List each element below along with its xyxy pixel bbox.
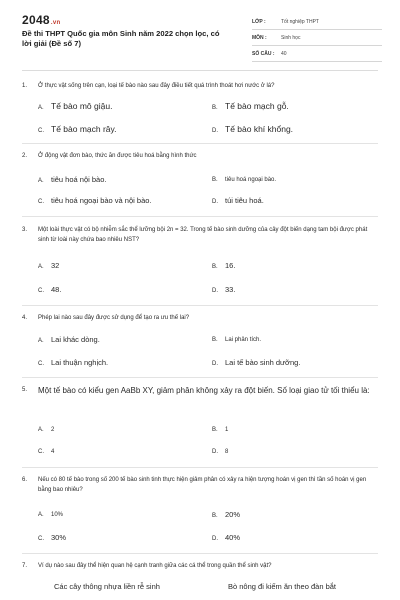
option-3b[interactable] bbox=[212, 261, 235, 272]
question-7 bbox=[22, 561, 378, 571]
meta-row-count bbox=[252, 46, 382, 62]
option-2a[interactable] bbox=[38, 175, 106, 186]
question-6 bbox=[22, 475, 378, 495]
question-body: Phép lai nào sau đây được sử dụng để tạo ra ưu thế lai? bbox=[38, 315, 190, 321]
option-text: 33. bbox=[225, 285, 236, 294]
option-4a[interactable] bbox=[38, 335, 100, 346]
option-text: 8 bbox=[225, 449, 229, 455]
option-2b[interactable] bbox=[212, 175, 276, 185]
header bbox=[0, 0, 400, 62]
option-3a[interactable] bbox=[38, 261, 59, 272]
option-text: Tế bào mạch rây. bbox=[51, 124, 117, 134]
header-divider bbox=[22, 70, 378, 71]
option-key: A. bbox=[38, 178, 44, 184]
option-1a[interactable] bbox=[38, 101, 112, 113]
option-text: 4 bbox=[51, 449, 55, 455]
option-text: 1 bbox=[225, 427, 229, 433]
question-text bbox=[22, 225, 378, 245]
question-2 bbox=[22, 151, 378, 161]
meta-row-subject bbox=[252, 30, 382, 46]
option-key: A. bbox=[38, 264, 44, 270]
option-text: 30% bbox=[51, 533, 67, 542]
option-key: B. bbox=[212, 177, 218, 183]
option-text: Lai tế bào sinh dưỡng. bbox=[225, 358, 301, 367]
question-body: Một tế bào có kiểu gen AaBb XY, giảm phân không xảy ra đột biến. Số loại giao tử tối thiểu là: bbox=[38, 386, 370, 395]
question-4 bbox=[22, 313, 378, 323]
question-body: Ví dụ nào sau đây thể hiện quan hệ cạnh tranh giữa các cá thể trong quần thể sinh vật? bbox=[38, 563, 272, 569]
option-text: tiêu hoá ngoại bào. bbox=[225, 177, 277, 183]
question-text bbox=[22, 385, 378, 396]
option-4b[interactable] bbox=[212, 335, 261, 345]
meta-value: Tốt nghiệp THPT bbox=[281, 18, 319, 25]
option-4c[interactable] bbox=[38, 358, 108, 369]
option-6b[interactable] bbox=[212, 510, 240, 521]
exam-meta bbox=[252, 14, 382, 62]
option-key: A. bbox=[38, 427, 44, 433]
question-divider bbox=[22, 216, 378, 217]
option-key: B. bbox=[212, 513, 218, 519]
option-4d[interactable] bbox=[212, 358, 300, 369]
option-5a[interactable] bbox=[38, 425, 54, 435]
option-text: tiêu hoá nội bào. bbox=[51, 175, 107, 184]
option-text: Tế bào mạch gỗ. bbox=[225, 101, 289, 111]
option-text: 10% bbox=[51, 512, 64, 518]
question-text bbox=[22, 561, 378, 571]
option-text: 40% bbox=[225, 533, 241, 542]
option-key: C. bbox=[38, 449, 44, 455]
meta-label: LỚP : bbox=[252, 18, 266, 25]
option-text: Lai phân tích. bbox=[225, 337, 262, 343]
option-1d[interactable] bbox=[212, 124, 293, 136]
option-key: C. bbox=[38, 361, 44, 367]
question-number: 5. bbox=[22, 387, 28, 393]
option-5d[interactable] bbox=[212, 447, 228, 457]
meta-value: 40 bbox=[281, 50, 287, 57]
option-key: B. bbox=[212, 105, 218, 111]
option-7b[interactable] bbox=[228, 582, 336, 593]
question-number: 6. bbox=[22, 477, 28, 483]
option-text: Lai thuận nghịch. bbox=[51, 358, 109, 367]
option-text: 2 bbox=[51, 427, 55, 433]
option-7a[interactable] bbox=[54, 582, 160, 593]
option-key: C. bbox=[38, 128, 44, 134]
option-key: D. bbox=[212, 449, 218, 455]
site-logo[interactable] bbox=[22, 13, 60, 27]
option-1c[interactable] bbox=[38, 124, 117, 136]
option-text: 48. bbox=[51, 285, 62, 294]
question-text bbox=[22, 81, 378, 91]
question-number: 3. bbox=[22, 227, 28, 233]
option-key: D. bbox=[212, 288, 218, 294]
question-divider bbox=[22, 305, 378, 306]
option-key: D. bbox=[212, 199, 218, 205]
option-text: 16. bbox=[225, 261, 236, 270]
option-key: D. bbox=[212, 128, 218, 134]
option-key: A. bbox=[38, 105, 44, 111]
meta-label: MÔN : bbox=[252, 34, 267, 41]
question-3 bbox=[22, 225, 378, 245]
option-text: Tế bào mô giậu. bbox=[51, 101, 113, 111]
question-body: Một loài thực vật có bộ nhiễm sắc thể lưỡng bội 2n = 32. Trong tế bào sinh dưỡng của cây đột biến dạng tam bội được phát sinh từ loài này chứa bao nhiêu NST? bbox=[38, 227, 368, 243]
option-key: C. bbox=[38, 288, 44, 294]
option-key: D. bbox=[212, 536, 218, 542]
question-text bbox=[22, 475, 378, 495]
exam-title: Đề thi THPT Quốc gia môn Sinh năm 2022 chọn lọc, có lời giải (Đề số 7) bbox=[22, 29, 220, 48]
question-divider bbox=[22, 467, 378, 468]
question-number: 4. bbox=[22, 315, 28, 321]
logo-text: 2048 bbox=[22, 13, 50, 27]
question-divider bbox=[22, 143, 378, 144]
option-text: tiêu hoá ngoại bào và nội bào. bbox=[51, 196, 152, 205]
option-5b[interactable] bbox=[212, 425, 228, 435]
option-1b[interactable] bbox=[212, 101, 289, 113]
option-text: Lai khác dòng. bbox=[51, 335, 100, 344]
option-key: B. bbox=[212, 337, 218, 343]
option-key: B. bbox=[212, 264, 218, 270]
question-body: Ở động vật đơn bào, thức ăn được tiêu hoá bằng hình thức bbox=[38, 153, 197, 159]
option-key: A. bbox=[38, 512, 44, 518]
question-text bbox=[22, 151, 378, 161]
option-6a[interactable] bbox=[38, 510, 63, 520]
option-6d[interactable] bbox=[212, 533, 240, 544]
option-6c[interactable] bbox=[38, 533, 66, 544]
meta-row-class bbox=[252, 14, 382, 30]
question-number: 1. bbox=[22, 83, 28, 89]
option-3d[interactable] bbox=[212, 285, 235, 296]
option-text: túi tiêu hoá. bbox=[225, 196, 264, 205]
question-5 bbox=[22, 385, 378, 396]
question-body: Nếu có 80 tế bào trong số 200 tế bào sinh tinh thực hiện giảm phân có xảy ra hiện tượng hoán vị gen thì tần số hoán vị gen bằng bao nhiêu? bbox=[38, 477, 367, 493]
question-number: 2. bbox=[22, 153, 28, 159]
option-2d[interactable] bbox=[212, 196, 264, 207]
option-3c[interactable] bbox=[38, 285, 61, 296]
option-text: 20% bbox=[225, 510, 241, 519]
question-body: Ở thực vật sống trên cạn, loại tế bào nào sau đây điều tiết quá trình thoát hơi nước ở lá? bbox=[38, 83, 275, 89]
option-text: Tế bào khí khổng. bbox=[225, 124, 294, 134]
logo-suffix: .vn bbox=[50, 20, 61, 26]
option-key: A. bbox=[38, 338, 44, 344]
question-text bbox=[22, 313, 378, 323]
option-5c[interactable] bbox=[38, 447, 54, 457]
option-key: C. bbox=[38, 536, 44, 542]
option-2c[interactable] bbox=[38, 196, 152, 207]
question-divider bbox=[22, 377, 378, 378]
option-key: B. bbox=[212, 427, 218, 433]
option-text: Bò nông đi kiếm ăn theo đàn bắt bbox=[228, 582, 336, 591]
meta-label: SỐ CÂU : bbox=[252, 50, 275, 57]
question-1 bbox=[22, 81, 378, 91]
option-text: Các cây thông nhựa liền rễ sinh bbox=[54, 582, 160, 591]
meta-value: Sinh học bbox=[281, 34, 301, 41]
question-number: 7. bbox=[22, 563, 28, 569]
option-key: C. bbox=[38, 199, 44, 205]
question-divider bbox=[22, 553, 378, 554]
option-key: D. bbox=[212, 361, 218, 367]
option-text: 32 bbox=[51, 261, 60, 270]
